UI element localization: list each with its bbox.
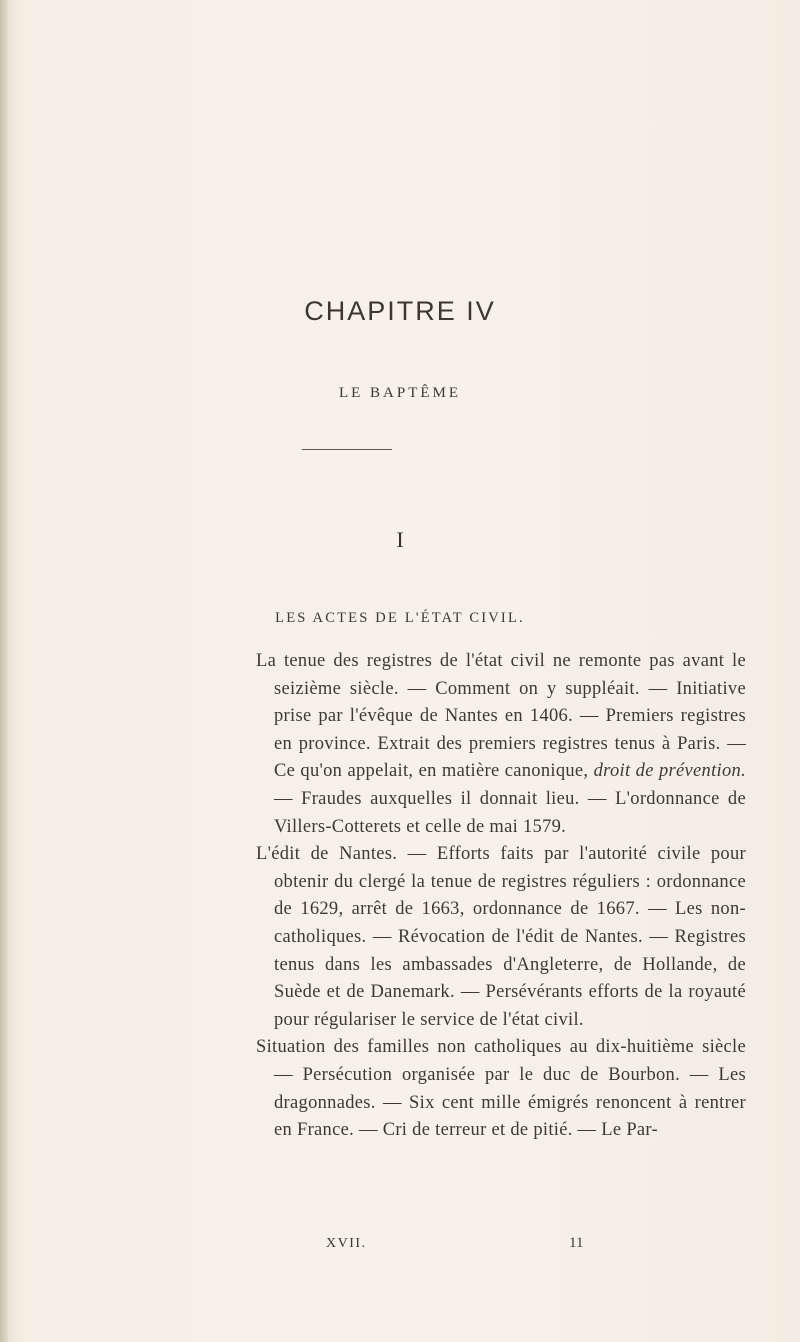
page-number: 11 (569, 1235, 584, 1251)
chapter-subtitle: LE BAPTÊME (338, 385, 462, 401)
signature-mark: XVII. (326, 1236, 367, 1251)
page-gutter (0, 0, 8, 1342)
summary-text: La tenue des registres de l'état civil ne remonte pas avant le seizième siècle. — Comment on y suppléait. — Initiative prise par l'évêque de Nantes en 1406. — Premiers registres en province. Extrait des premiers registres tenus à Paris. — Ce qu'on appelait, en matière canonique, (256, 651, 746, 782)
section-number: I (396, 527, 404, 552)
divider-rule (302, 449, 392, 450)
section-summary (256, 648, 746, 1145)
summary-paragraph-1 (256, 648, 746, 841)
chapter-heading: CHAPITRE IV (304, 296, 496, 326)
summary-paragraph-2: L'édit de Nantes. — Efforts faits par l'autorité civile pour obtenir du clergé la tenue de registres réguliers : ordonnance de 1629, arrêt de 1663, ordonnance de 1667. — Les non-catholiques. — Révocation de l'édit de Nantes. — Registres tenus dans les ambassades d'Angleterre, de Hollande, de Suède et de Danemark. — Persévérants efforts de la royauté pour régulariser le service de l'état civil. (256, 844, 746, 1030)
summary-paragraph-3: Situation des familles non catholiques au dix-huitième siècle — Persécution organisée par le duc de Bourbon. — Les dragonnades. — Six cent mille émigrés renoncent à rentrer en France. — Cri de terreur et de pitié. — Le Par- (256, 1037, 746, 1141)
section-title: LES ACTES DE L'ÉTAT CIVIL. (275, 610, 525, 626)
summary-text: — Fraudes auxquelles il donnait lieu. — L'ordonnance de Villers-Cotterets et celle de mai 1579. (274, 788, 746, 837)
summary-italic-term: droit de prévention. (593, 761, 746, 782)
